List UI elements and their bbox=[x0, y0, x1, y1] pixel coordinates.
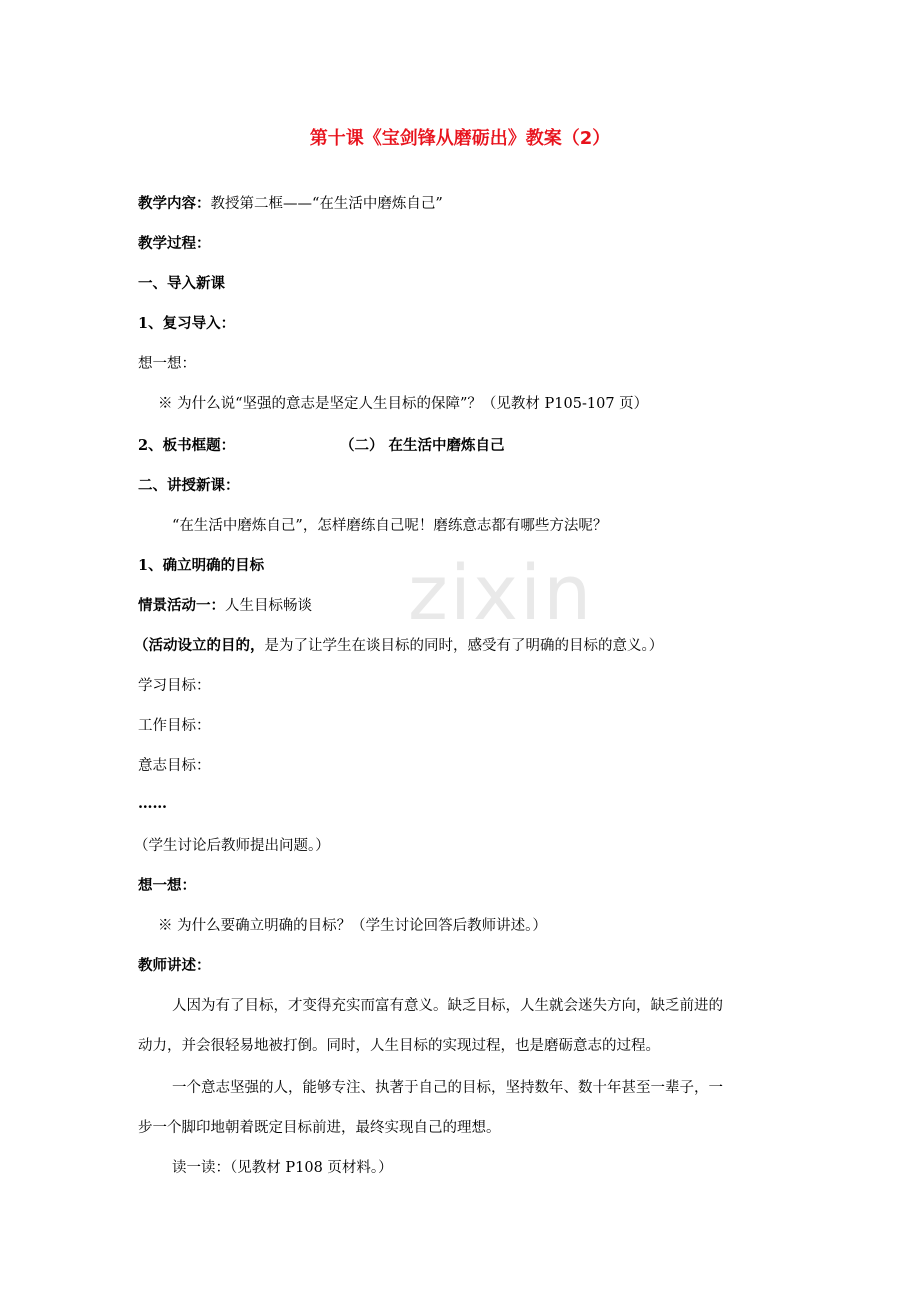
item-2-label: 2、板书框题： bbox=[138, 437, 236, 454]
goal-study: 学习目标： bbox=[138, 678, 211, 694]
purpose-label: （活动设立的目的， bbox=[134, 637, 265, 654]
think-2-label: 想一想： bbox=[138, 877, 196, 894]
section-2-heading: 二、讲授新课： bbox=[138, 477, 240, 494]
think-1-label: 想一想： bbox=[138, 356, 196, 372]
purpose-text: 是为了让学生在谈目标的同时，感受有了明确的目标的意义。） bbox=[264, 638, 664, 654]
paragraph-2-line-1: 一个意志坚强的人，能够专注、执著于自己的目标，坚持数年、数十年甚至一辈子，一 bbox=[172, 1080, 723, 1096]
goal-work: 工作目标： bbox=[138, 718, 211, 734]
question-1: ※ 为什么说“坚强的意志是坚定人生目标的保障”？（见教材 P105-107 页） bbox=[158, 396, 649, 412]
paragraph-1-line-1: 人因为有了目标，才变得充实而富有意义。缺乏目标，人生就会迷失方向，缺乏前进的 bbox=[172, 998, 723, 1014]
activity-text: 人生目标畅谈 bbox=[225, 598, 312, 614]
item-1-heading: 1、复习导入： bbox=[138, 315, 236, 332]
item-2-title: （二） 在生活中磨炼自己 bbox=[340, 437, 505, 454]
paragraph-1-line-2: 动力，并会很轻易地被打倒。同时，人生目标的实现过程，也是磨砺意志的过程。 bbox=[138, 1038, 660, 1054]
teaching-content-label: 教学内容： bbox=[138, 195, 211, 212]
discussion-note: （学生讨论后教师提出问题。） bbox=[134, 838, 330, 854]
paragraph-2-line-2: 步一个脚印地朝着既定目标前进，最终实现自己的理想。 bbox=[138, 1120, 501, 1136]
activity-line bbox=[138, 596, 312, 616]
item-2-line bbox=[138, 436, 235, 456]
teacher-narration-label: 教师讲述： bbox=[138, 957, 211, 974]
teaching-process-heading: 教学过程： bbox=[138, 235, 211, 252]
goal-will: 意志目标： bbox=[138, 758, 211, 774]
purpose-line bbox=[134, 636, 663, 656]
teaching-content-line bbox=[138, 194, 443, 214]
watermark: zixin bbox=[408, 548, 594, 637]
point-1-heading: 1、确立明确的目标 bbox=[138, 557, 265, 574]
section-1-heading: 一、导入新课 bbox=[138, 275, 225, 292]
question-2: ※ 为什么要确立明确的目标？（学生讨论回答后教师讲述。） bbox=[158, 918, 547, 934]
activity-label: 情景活动一： bbox=[138, 597, 225, 614]
teaching-content-text: 教授第二框——“在生活中磨炼自己” bbox=[210, 196, 443, 212]
ellipsis: …… bbox=[138, 795, 167, 812]
intro-question: “在生活中磨炼自己”，怎样磨练自己呢！磨练意志都有哪些方法呢？ bbox=[172, 518, 608, 534]
read-instruction: 读一读：（见教材 P108 页材料。） bbox=[172, 1160, 393, 1176]
page-title: 第十课《宝剑锋从磨砺出》教案（2） bbox=[309, 128, 611, 149]
